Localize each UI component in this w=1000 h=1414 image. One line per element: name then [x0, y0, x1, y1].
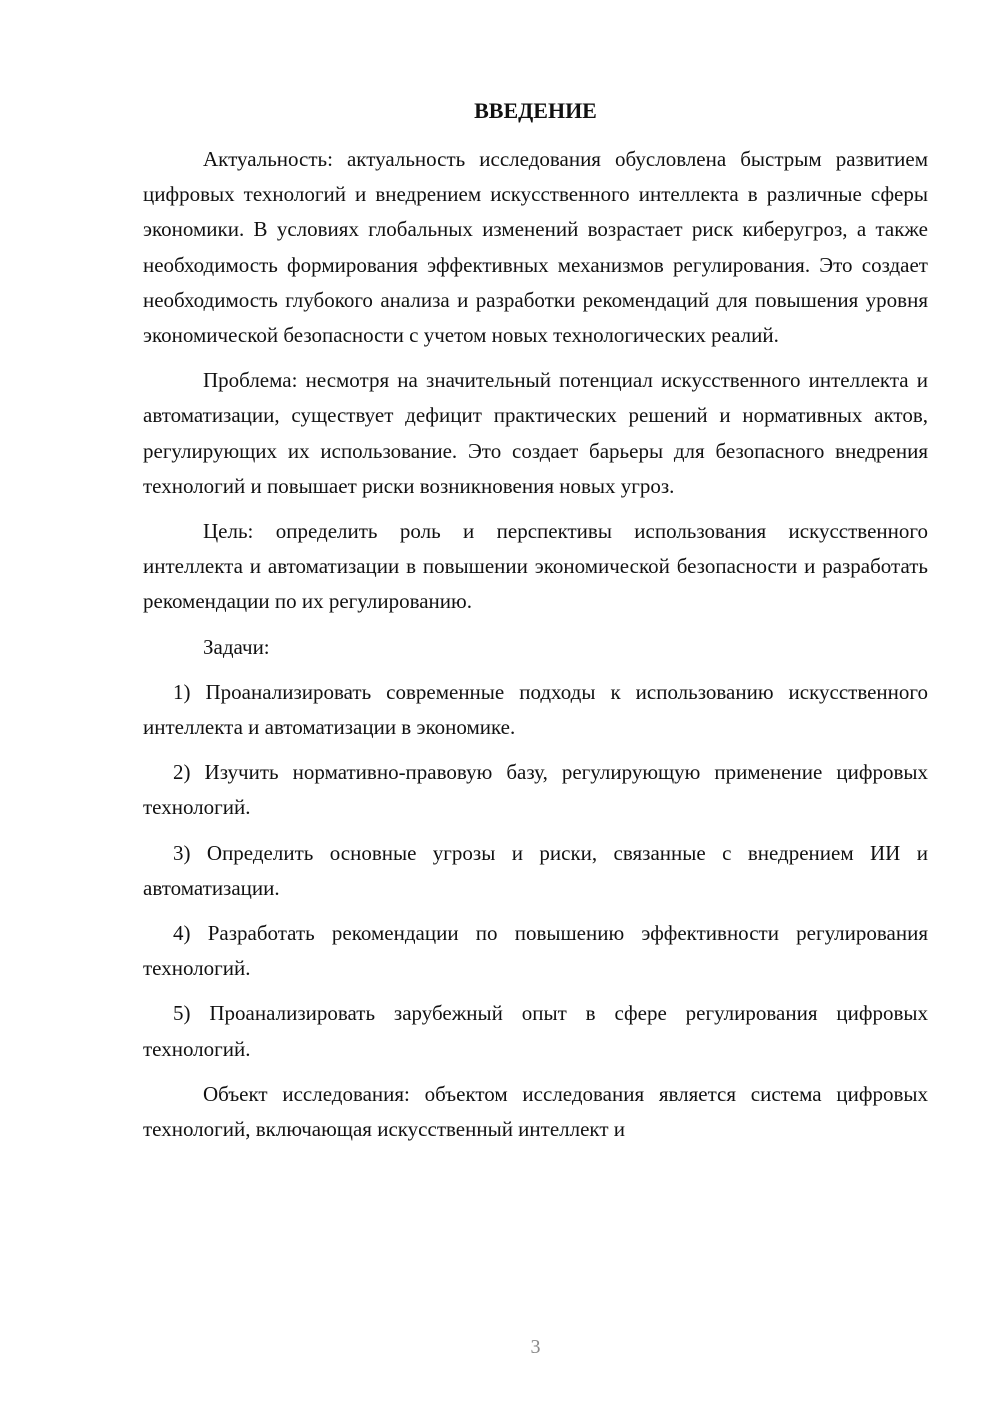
object-paragraph: Объект исследования: объектом исследования является система цифровых технологий, включающая искусственный интеллект и: [143, 1081, 928, 1142]
task-item-5: 5) Проанализировать зарубежный опыт в сфере регулирования цифровых технологий.: [143, 1001, 928, 1061]
task-item-2: 2) Изучить нормативно-правовую базу, регулирующую применение цифровых технологий.: [143, 760, 928, 820]
task-item-4: 4) Разработать рекомендации по повышению эффективности регулирования технологий.: [143, 921, 928, 981]
relevance-paragraph: Актуальность: актуальность исследования обусловлена быстрым развитием цифровых технологий и внедрением искусственного интеллекта в различные сферы экономики. В условиях глобальных изменений возрастает риск киберугроз, а также необходимость формирования эффективных механизмов регулирования. Это создает необходимость глубокого анализа и разработки рекомендаций для повышения уровня экономической безопасности с учетом новых технологических реалий.: [143, 147, 928, 348]
section-body: [143, 142, 928, 1157]
section-title: ВВЕДЕНИЕ: [474, 98, 597, 123]
task-item-1: 1) Проанализировать современные подходы к использованию искусственного интеллекта и автоматизации в экономике.: [143, 679, 928, 740]
task-item-3: 3) Определить основные угрозы и риски, связанные с внедрением ИИ и автоматизации.: [143, 840, 928, 900]
problem-paragraph: Проблема: несмотря на значительный потенциал искусственного интеллекта и автоматизации, существует дефицит практических решений и нормативных актов, регулирующих их использование. Это создает барьеры для безопасного внедрения технологий и повышает риски возникновения новых угроз.: [143, 368, 928, 498]
page-number: 3: [530, 1336, 541, 1358]
tasks-heading: Задачи:: [203, 634, 270, 659]
goal-paragraph: Цель: определить роль и перспективы использования искусственного интеллекта и автоматизации в повышении экономической безопасности и разработать рекомендации по их регулированию.: [143, 519, 928, 614]
